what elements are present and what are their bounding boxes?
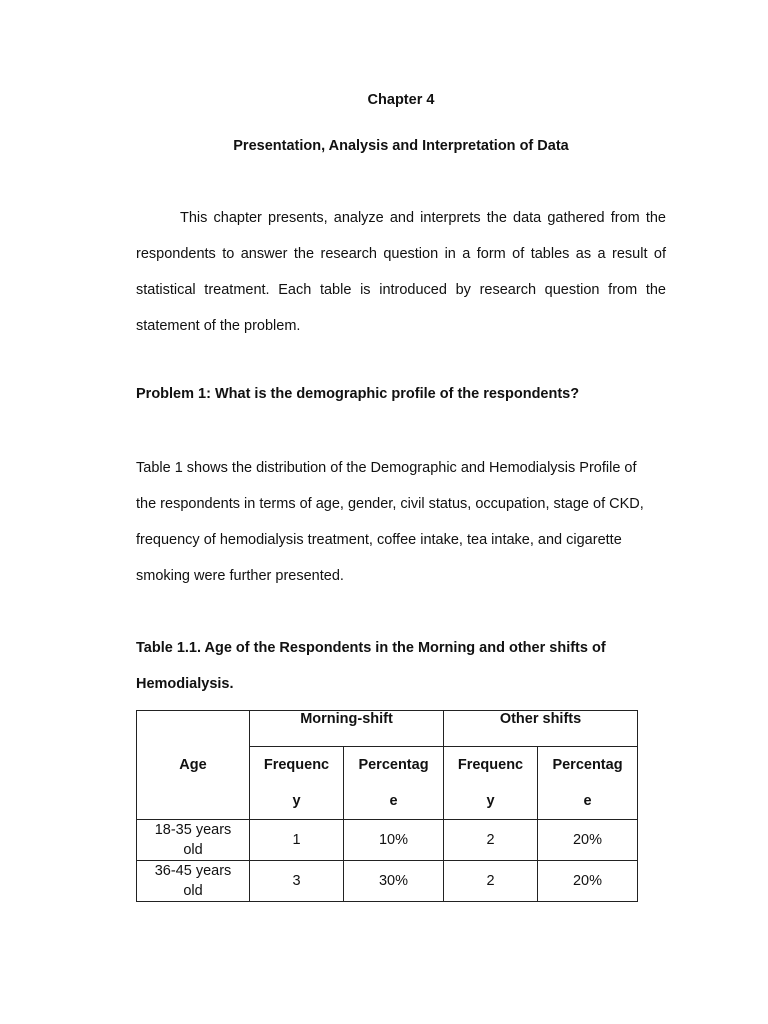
table-desc-line: smoking were further presented. bbox=[136, 568, 344, 584]
table-row bbox=[137, 820, 638, 861]
sub-header-frequency bbox=[444, 747, 538, 820]
table-desc-line: the respondents in terms of age, gender, civil status, occupation, stage of CKD, bbox=[136, 496, 644, 512]
age-header-text: Age bbox=[179, 757, 207, 773]
intro-line: This chapter presents, analyze and interprets the data gathered from the bbox=[180, 210, 666, 226]
sub-header-line: y bbox=[292, 793, 301, 809]
age-table bbox=[136, 710, 638, 902]
sub-header-percentage bbox=[344, 747, 444, 820]
intro-line: statistical treatment. Each table is introduced by research question from the bbox=[136, 282, 666, 298]
other-percentage-cell: 20% bbox=[538, 820, 638, 861]
group-header-other: Other shifts bbox=[444, 711, 638, 747]
age-line: 36-45 years bbox=[154, 863, 232, 879]
morning-percentage-cell: 30% bbox=[344, 861, 444, 902]
sub-header-line: Percentag bbox=[552, 757, 623, 773]
sub-header-line: Frequenc bbox=[263, 757, 330, 773]
intro-line: respondents to answer the research question in a form of tables as a result of bbox=[136, 246, 666, 262]
age-header bbox=[137, 711, 250, 820]
age-cell bbox=[137, 820, 250, 861]
age-cell bbox=[137, 861, 250, 902]
other-percentage-cell: 20% bbox=[538, 861, 638, 902]
table-row bbox=[137, 861, 638, 902]
morning-frequency-cell: 3 bbox=[250, 861, 344, 902]
age-line: 18-35 years bbox=[154, 822, 232, 838]
age-line: old bbox=[183, 842, 203, 858]
chapter-title: Presentation, Analysis and Interpretation of Data bbox=[233, 138, 569, 154]
table-description bbox=[136, 450, 676, 594]
sub-header-line: Percentag bbox=[358, 757, 429, 773]
sub-header-line: Frequenc bbox=[457, 757, 524, 773]
intro-paragraph bbox=[136, 200, 666, 344]
sub-header-line: e bbox=[389, 793, 398, 809]
table-desc-line: Table 1 shows the distribution of the Demographic and Hemodialysis Profile of bbox=[136, 460, 637, 476]
problem-heading: Problem 1: What is the demographic profile of the respondents? bbox=[136, 386, 580, 402]
table-caption-line: Table 1.1. Age of the Respondents in the Morning and other shifts of bbox=[136, 640, 606, 656]
sub-header-line: e bbox=[583, 793, 592, 809]
other-frequency-cell: 2 bbox=[444, 861, 538, 902]
morning-frequency-cell: 1 bbox=[250, 820, 344, 861]
morning-percentage-cell: 10% bbox=[344, 820, 444, 861]
table-caption-line: Hemodialysis. bbox=[136, 676, 234, 692]
table-caption bbox=[136, 630, 666, 702]
chapter-heading: Chapter 4 bbox=[367, 92, 435, 108]
age-line: old bbox=[183, 883, 203, 899]
sub-header-percentage bbox=[538, 747, 638, 820]
intro-line: statement of the problem. bbox=[136, 318, 301, 334]
other-frequency-cell: 2 bbox=[444, 820, 538, 861]
table-desc-line: frequency of hemodialysis treatment, coffee intake, tea intake, and cigarette bbox=[136, 532, 622, 548]
sub-header-frequency bbox=[250, 747, 344, 820]
group-header-morning: Morning-shift bbox=[250, 711, 444, 747]
sub-header-line: y bbox=[486, 793, 495, 809]
